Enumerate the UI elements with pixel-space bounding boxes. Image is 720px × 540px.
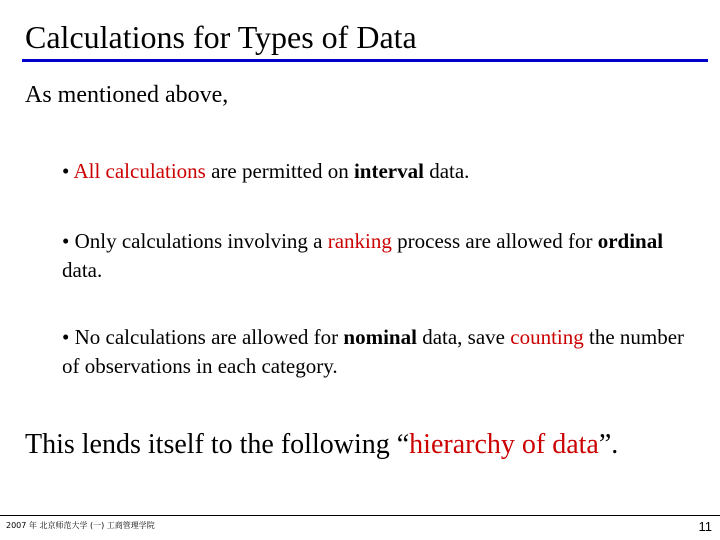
bullet-text: data, save [416,325,511,349]
bullet-interval [62,157,702,186]
page-number: 11 [698,519,712,534]
highlight-hierarchy-of-data: hierarchy of data [409,429,599,460]
intro-text: As mentioned above, [25,82,229,108]
bullet-text: are permitted on [205,159,354,183]
bold-ordinal: ordinal [597,229,664,253]
bold-nominal: nominal [343,325,417,349]
bullet-marker: • [62,229,70,253]
title-underline [22,59,708,62]
bullet-text: data. [62,258,103,282]
bullet-marker: • [62,325,70,349]
bullet-text: data. [423,159,470,183]
bullet-marker: • [62,159,70,183]
bullet-ordinal [62,227,702,285]
bullet-text: Only calculations involving a [74,229,328,253]
slide-title: Calculations for Types of Data [25,19,417,55]
bullet-text: No calculations are allowed for [74,325,344,349]
conclusion-text [25,427,618,463]
bullet-text: process are allowed for [391,229,598,253]
highlight-all-calculations: All calculations [73,159,206,183]
conclusion-part: ”. [598,429,619,460]
bold-interval: interval [353,159,424,183]
highlight-ranking: ranking [327,229,392,253]
bullet-text: the number of observations in each category. [62,325,685,378]
footer-text: 2007 年 北京师范大学 (一) 工商管理学院 [6,521,155,530]
footer-divider [0,515,720,516]
highlight-counting: counting [510,325,584,349]
bullet-nominal [62,323,702,381]
conclusion-part: This lends itself to the following “ [25,429,410,460]
